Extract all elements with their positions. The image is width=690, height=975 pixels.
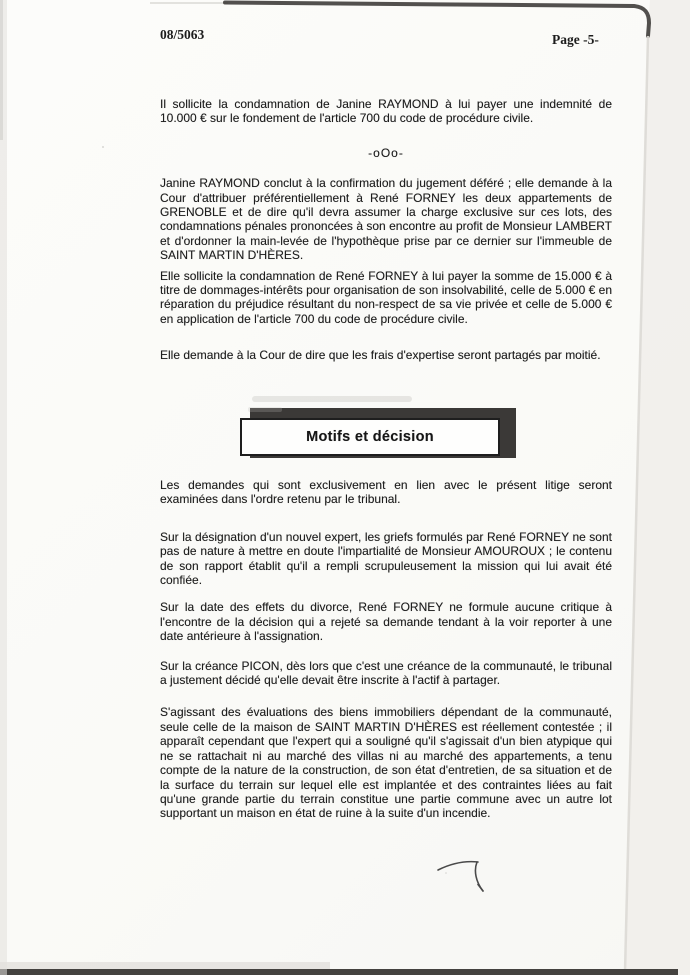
paragraph-intro: Il sollicite la condamnation de Janine RAYMOND à lui payer une indemnité de 10.000 € sur le fondement de l'article 700 du code de procédure civile. [160, 97, 612, 126]
paragraph-picon-claim: Sur la créance PICON, dès lors que c'est une créance de la communauté, le tribunal a justement décidé qu'elle devait être inscrite à l'actif à partager. [160, 658, 612, 688]
pen-mark-icon [438, 862, 483, 891]
upper-text-block [160, 97, 612, 363]
paragraph-new-expert: Sur la désignation d'un nouvel expert, les griefs formulés par René FORNEY ne sont pas de nature à mettre en doute l'impartialité de Monsieur AMOUROUX ; le contenu de son rapport établit qu'il a rempli scrupuleusement la mission qui lui avait été confiée. [160, 529, 612, 588]
case-number: 08/5063 [160, 27, 205, 42]
paragraph-expert-fees: Elle demande à la Cour de dire que les frais d'expertise seront partagés par moitié. [160, 348, 601, 363]
scanner-background [626, 0, 690, 975]
page-top-edge [225, 3, 649, 37]
page-right-edge [625, 36, 648, 972]
section-separator: -oOo- [368, 145, 404, 160]
paragraph-damages-claims: Elle sollicite la condamnation de René FORNEY à lui payer la somme de 15.000 € à titre de dommages-intérêts pour organisation de son insolvabilité, celle de 5.000 € en réparation du préjudice résultant du non-respect de sa vie privée et celle de 5.000 € en application de l'article 700 du code de procédure civile. [160, 268, 612, 326]
page-left-edge [0, 0, 7, 975]
paragraph-property-evaluations: S'agissant des évaluations des biens immobiliers dépendant de la communauté, seule celle de la maison de SAINT MARTIN D'HÈRES est réellement contestée ; il apparaît cependant que l'expert qui a souligné qu'il s'agissait d'un bien atypique qui ne se rattachait ni au marché des villas ni au marché des appartements, a tenu compte de la nature de la construction, de son état d'entretien, de sa situation et de la surface du terrain sur lequel elle est implantée et des contraintes liées au fait qu'une grande partie du terrain constitue une partie commune avec un autre lot supportant un maison en état de ruine à la suite d'un incendie. [160, 705, 612, 821]
lower-text-block [160, 478, 612, 821]
paragraph-raymond-conclusions: Janine RAYMOND conclut à la confirmation du jugement déféré ; elle demande à la Cour d'attribuer préférentiellement à René FORNEY les deux appartements de GRENOBLE et de dire qu'il devra assumer la charge exclusive sur ces lots, des condamnations pénales prononcées à son encontre au profit de Monsieur LAMBERT et d'ordonner la main-levée de l'hypothèque prise par ce dernier sur l'immeuble de SAINT MARTIN D'HÈRES. [160, 176, 612, 263]
paragraph-demandes: Les demandes qui sont exclusivement en lien avec le présent litige seront examinées dans l'ordre retenu par le tribunal. [160, 478, 612, 507]
section-heading: Motifs et décision [240, 418, 500, 456]
paragraph-divorce-effects: Sur la date des effets du divorce, René FORNEY ne formule aucune critique à l'encontre de la décision qui a rejeté sa demande tendant à la voir reporter à une date antérieure à l'assignation. [160, 600, 612, 644]
page-bottom-edge [0, 969, 678, 975]
page-number: Page -5- [552, 32, 599, 47]
section-heading-box [240, 404, 520, 462]
